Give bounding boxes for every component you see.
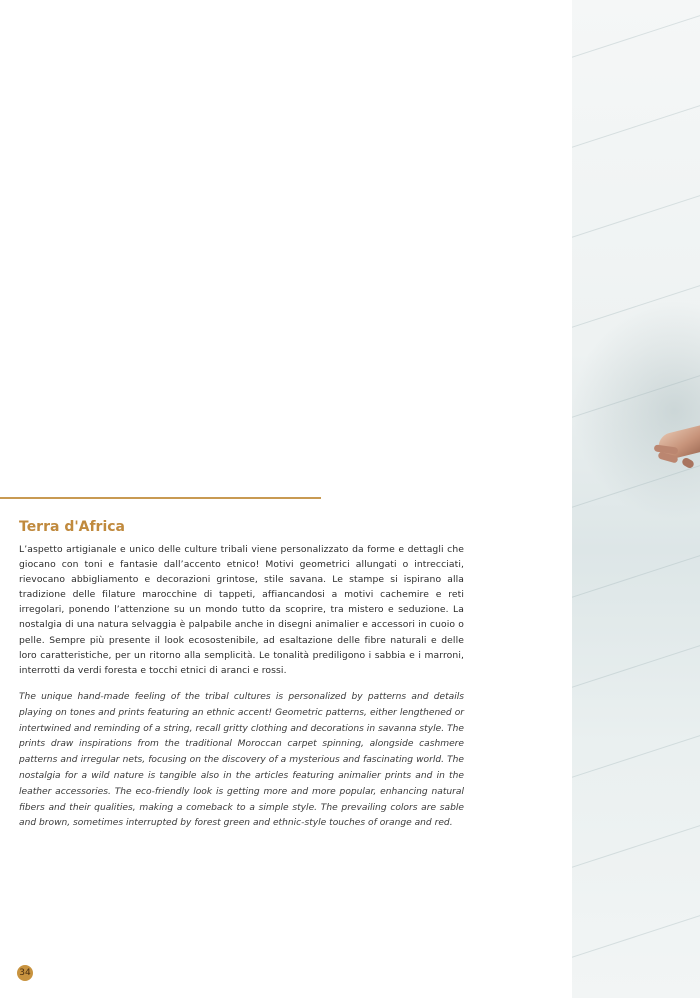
body-text-english: The unique hand-made feeling of the tribal cultures is personalized by patterns and details playing on tones and prints featuring an ethnic accent! Geometric patterns, either lengthened or intertwined and reminding of a string, recall gritty clothing and decorations in savanna style. The prints draw inspirations from the traditional Moroccan carpet spinning, alongside cashmere patterns and irregular nets, focusing on the discovery of a mysterious and fascinating world. The nostalgia for a wild nature is tangible also in the articles featuring animalier prints and in the leather accessories. The eco-friendly look is getting more and more popular, enhancing natural fibers and their qualities, making a comeback to a simple style. The prevailing colors are sable and brown, sometimes interrupted by forest green and ethnic-style touches of orange and red. (19, 692, 464, 829)
floor-plank-line (572, 821, 700, 871)
floor-plank-line (572, 191, 700, 241)
floor-plank-line (572, 911, 700, 961)
photo-strip (572, 0, 700, 998)
floor-plank-line (572, 641, 700, 691)
floor-plank-line (572, 11, 700, 61)
page-number: 34 (17, 965, 33, 981)
floor-plank-line (572, 551, 700, 601)
floor-plank-line (572, 101, 700, 151)
body-text-italian: L’aspetto artigianale e unico delle culture tribali viene personalizzato da forme e dettagli che giocano con toni e fantasie dall’accento etnico! Motivi geometrici allungati o intrecciati, rievocano abbigliamento e decorazioni grintose, stile savana. Le stampe si ispirano alla tradizione delle filature marocchine di tappeti, affiancandosi a motivi cachemire e reti irregolari, ponendo l’attenzione su un mondo tutto da scoprire, tra mistero e seduzione. La nostalgia di una natura selvaggia è palpabile anche in disegni animalier e accessori in cuoio o pelle. Sempre più presente il look ecosostenibile, ad esaltazione delle fibre naturali e delle loro caratteristiche, per un ritorno alla semplicità. Le tonalità prediligono i sabbia e i marroni, interrotti da verdi foresta e tocchi etnici di aranci e rossi. (19, 544, 464, 676)
section-title: Terra d'Africa (19, 519, 125, 535)
floor-plank-line (572, 731, 700, 781)
section-divider (0, 497, 321, 499)
